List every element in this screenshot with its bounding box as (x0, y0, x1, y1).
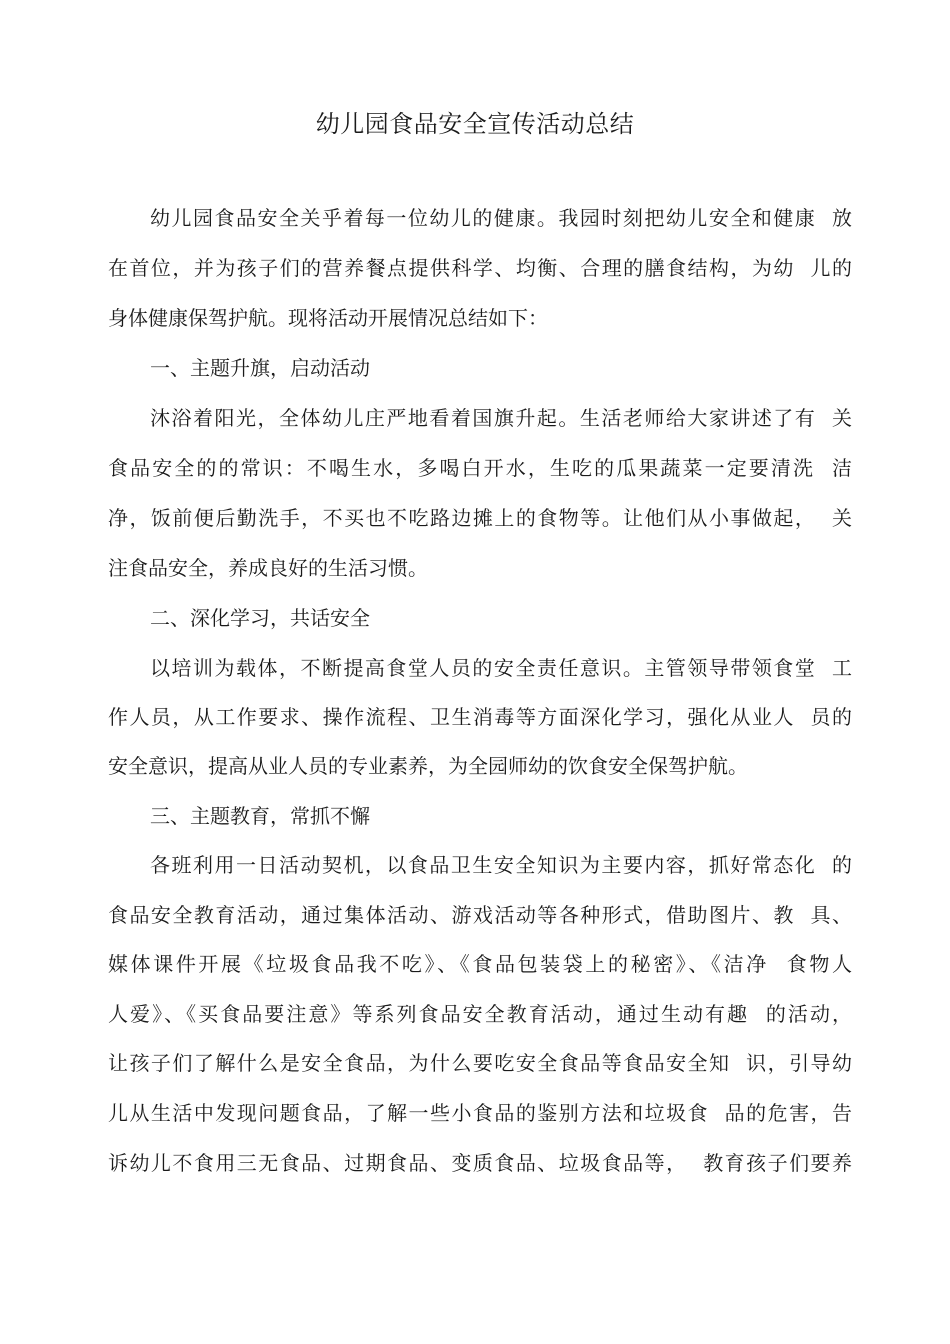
paragraph-line: 注食品安全，养成良好的生活习惯。 (108, 556, 428, 580)
paragraph-line: 作人员，从工作要求、操作流程、卫生消毒等方面深化学习，强化从业人 员的 (108, 705, 852, 729)
paragraph-line: 身体健康保驾护航。现将活动开展情况总结如下： (108, 306, 548, 330)
paragraph-line: 食品安全教育活动，通过集体活动、游戏活动等各种形式，借助图片、教 具、 (108, 903, 852, 927)
document-title: 幼儿园食品安全宣传活动总结 (315, 110, 635, 138)
section-heading: 一、主题升旗，启动活动 (150, 356, 370, 380)
paragraph-line: 净，饭前便后勤洗手，不买也不吃路边摊上的食物等。让他们从小事做起， 关 (108, 506, 852, 530)
paragraph-line: 以培训为载体，不断提高食堂人员的安全责任意识。主管领导带领食堂 工 (150, 656, 852, 680)
section-heading: 三、主题教育，常抓不懈 (150, 804, 370, 828)
section-heading: 二、深化学习，共话安全 (150, 606, 370, 630)
paragraph-line: 媒体课件开展《垃圾食品我不吃》、《食品包装袋上的秘密》、《洁净 食物人 (108, 952, 852, 976)
paragraph-line: 幼儿园食品安全关乎着每一位幼儿的健康。我园时刻把幼儿安全和健康 放 (150, 206, 852, 230)
paragraph-line: 食品安全的的常识：不喝生水，多喝白开水，生吃的瓜果蔬菜一定要清洗 洁 (108, 456, 852, 480)
paragraph-line: 沐浴着阳光，全体幼儿庄严地看着国旗升起。生活老师给大家讲述了有 关 (150, 406, 852, 430)
paragraph-line: 人爱》、《买食品要注意》等系列食品安全教育活动，通过生动有趣 的活动， (108, 1002, 852, 1026)
paragraph-line: 让孩子们了解什么是安全食品，为什么要吃安全食品等食品安全知 识，引导幼 (108, 1051, 852, 1075)
paragraph-line: 儿从生活中发现问题食品，了解一些小食品的鉴别方法和垃圾食 品的危害，告 (108, 1101, 852, 1125)
paragraph-line: 安全意识，提高从业人员的专业素养，为全园师幼的饮食安全保驾护航。 (108, 754, 748, 778)
paragraph-line: 诉幼儿不食用三无食品、过期食品、变质食品、垃圾食品等， 教育孩子们要养 (108, 1151, 852, 1175)
paragraph-line: 在首位，并为孩子们的营养餐点提供科学、均衡、合理的膳食结构，为幼 儿的 (108, 256, 852, 280)
paragraph-line: 各班利用一日活动契机，以食品卫生安全知识为主要内容，抓好常态化 的 (150, 853, 852, 877)
